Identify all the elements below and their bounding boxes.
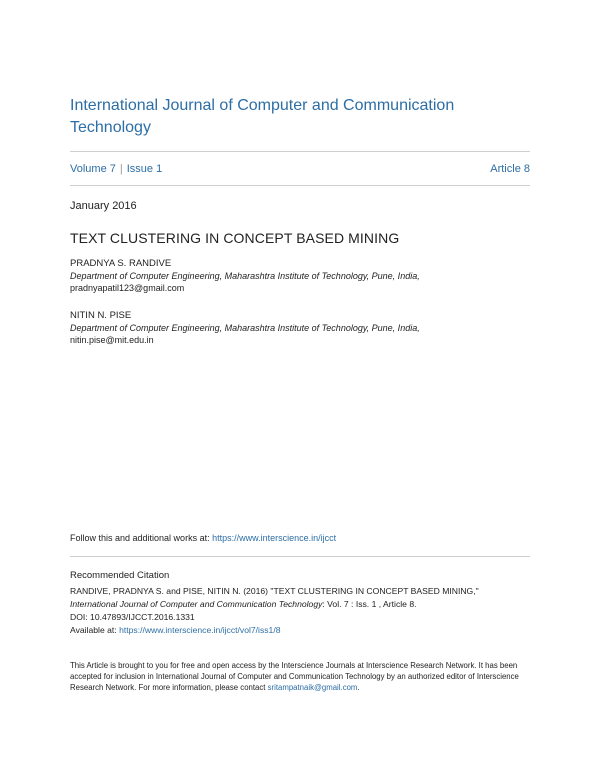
contact-email-link[interactable]: sritampatnaik@gmail.com [267,683,358,692]
follow-text: Follow this and additional works at: [70,533,213,543]
follow-link[interactable]: https://www.interscience.in/ijcct [212,533,337,543]
follow-line [70,533,336,543]
publication-date: January 2016 [70,200,137,212]
bottom-divider [70,185,530,186]
top-divider [70,151,530,152]
author-affiliation: Department of Computer Engineering, Maharashtra Institute of Technology, Pune, India, [70,323,420,333]
author-email: nitin.pise@mit.edu.in [70,335,154,345]
access-notice-end: . [357,683,360,692]
article-number-link[interactable]: Article 8 [490,163,530,175]
citation-doi: DOI: 10.47893/IJCCT.2016.1331 [70,612,195,622]
access-notice [70,660,530,693]
citation-journal-line [70,598,540,611]
citation-volume-info: : Vol. 7 : Iss. 1 , Article 8. [322,599,417,609]
issue-separator: | [119,163,123,175]
citation-journal-name: International Journal of Computer and Communication Technology [70,599,323,609]
author-block [70,310,530,346]
issue-link[interactable]: Issue 1 [126,163,163,175]
available-label: Available at: [70,625,120,635]
author-affiliation: Department of Computer Engineering, Maharashtra Institute of Technology, Pune, India, [70,271,420,281]
journal-title[interactable]: International Journal of Computer and Communication Technology [70,97,455,136]
citation-block [70,585,540,637]
available-link[interactable]: https://www.interscience.in/ijcct/vol7/iss1/8 [119,625,281,635]
author-block [70,258,530,294]
citation-authors-line: RANDIVE, PRADNYA S. and PISE, NITIN N. (2016) "TEXT CLUSTERING IN CONCEPT BASED MINING," [70,586,479,596]
article-title: TEXT CLUSTERING IN CONCEPT BASED MINING [70,230,400,246]
access-notice-text: This Article is brought to you for free and open access by the Interscience Journals at Interscience Research Network. It has been accepted for inclusion in International Journal of Computer and Communication Technology by an authorized editor of Interscience Research Network. For more information, please contact [70,661,519,692]
author-email: pradnyapatil123@gmail.com [70,283,185,293]
recommended-citation-heading: Recommended Citation [70,570,170,581]
citation-divider [70,556,530,557]
author-name: NITIN N. PISE [70,310,132,321]
author-name: PRADNYA S. RANDIVE [70,258,172,269]
volume-link[interactable]: Volume 7 [70,163,116,175]
issue-info-row [70,163,530,175]
citation-available-line [70,624,540,637]
